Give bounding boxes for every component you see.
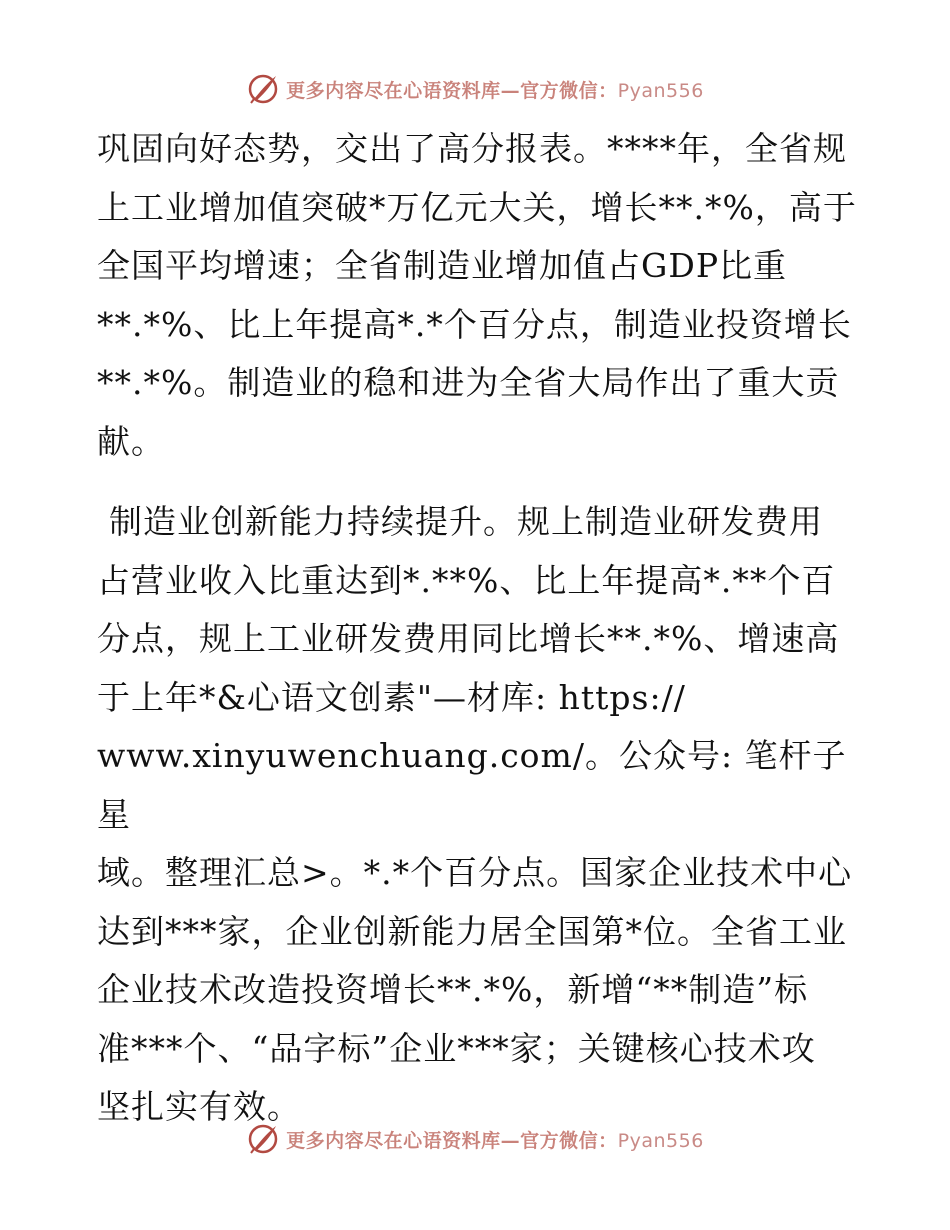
paragraph-1: [97, 120, 867, 471]
text-line: 上工业增加值突破*万亿元大关，增长**.*%，高于: [97, 187, 857, 227]
header-watermark-banner: [0, 72, 950, 106]
text-line: 巩固向好态势，交出了高分报表。****年，全省规: [97, 129, 847, 168]
quill-pen-logo-icon: [246, 1122, 280, 1156]
text-line: 于上年*&心语文创素"—材库: https://: [97, 677, 686, 717]
text-line: 准***个、“品字标”企业***家；关键核心技术攻: [97, 1028, 816, 1068]
text-line: 分点，规上工业研发费用同比增长**.*%、增速高: [97, 619, 840, 658]
document-body: [97, 120, 867, 1137]
watermark-contact: Pyan556: [617, 1129, 704, 1152]
text-line: 企业技术改造投资增长**.*%，新增“**制造”标: [97, 970, 809, 1009]
text-line: 坚扎实有效。: [97, 1087, 301, 1126]
paragraph-2: [97, 493, 867, 1137]
quill-pen-logo-icon: [246, 72, 280, 106]
text-line: 制造业创新能力持续提升。规上制造业研发费用: [109, 502, 823, 541]
text-line: 占营业收入比重达到*.**%、比上年提高*.**个百: [97, 560, 836, 600]
text-line: 域。整理汇总>。*.*个百分点。国家企业技术中心: [97, 853, 853, 892]
text-line: **.*%、比上年提高*.*个百分点，制造业投资增长: [97, 304, 852, 344]
text-line: 献。: [97, 421, 165, 461]
text-line: **.*%。制造业的稳和进为全省大局作出了重大贡: [97, 363, 840, 402]
text-line: 达到***家，企业创新能力居全国第*位。全省工业: [97, 911, 847, 951]
watermark-text: 更多内容尽在心语资料库—官方微信：Pyan556: [286, 1129, 704, 1152]
watermark-text: 更多内容尽在心语资料库—官方微信：Pyan556: [286, 79, 704, 102]
text-line: 全国平均增速；全省制造业增加值占GDP比重: [97, 246, 788, 285]
footer-watermark-banner: [0, 1122, 950, 1156]
watermark-contact: Pyan556: [617, 79, 704, 102]
text-line: www.xinyuwenchuang.com/。公众号: 笔杆子星: [97, 736, 847, 834]
